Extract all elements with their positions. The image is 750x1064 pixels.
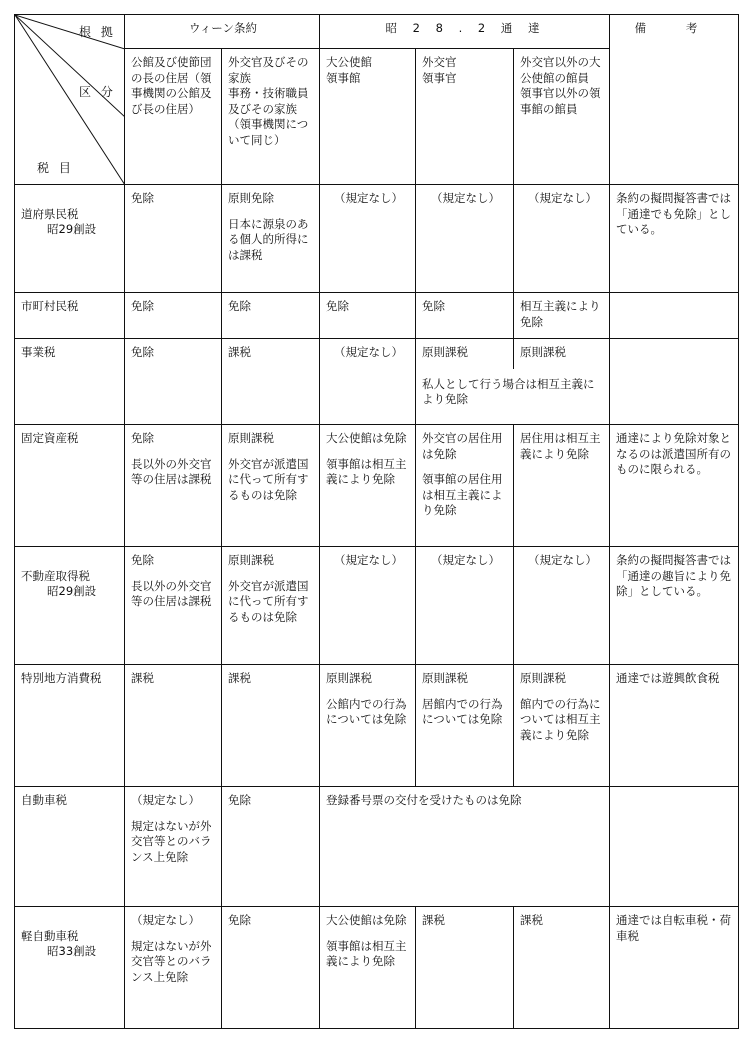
col-head-diplomats-consuls: 外交官 領事官 xyxy=(416,49,514,185)
remarks-cell: 通達により免除対象となるのは派遣国所有のものに限られる。 xyxy=(610,425,739,547)
cell: 原則課税 外交官が派遣国に代って所有するものは免除 xyxy=(222,547,320,665)
cell: 免除 xyxy=(222,907,320,1029)
cell: 原則課税 外交官が派遣国に代って所有するものは免除 xyxy=(222,425,320,547)
cell: 課税 xyxy=(514,907,610,1029)
row-label: 特別地方消費税 xyxy=(15,665,125,787)
cell: 原則課税 公館内での行為については免除 xyxy=(320,665,416,787)
header-row-1 xyxy=(15,15,739,49)
vienna-convention-header: ウィーン条約 xyxy=(125,15,320,49)
row-label: 不動産取得税 昭29創設 xyxy=(15,547,125,665)
table-row xyxy=(15,185,739,293)
table-row xyxy=(15,293,739,339)
col-head-diplomats-staff: 外交官及びその家族 事務・技術職員及びその家族 （領事機関について同じ） xyxy=(222,49,320,185)
table-row xyxy=(15,787,739,907)
cell-private-activity: 私人として行う場合は相互主義により免除 xyxy=(416,369,610,425)
row-label: 固定資産税 xyxy=(15,425,125,547)
cell: 原則課税 xyxy=(416,339,514,369)
cell: （規定なし） 規定はないが外交官等とのバランス上免除 xyxy=(125,787,222,907)
cell: （規定なし） 規定はないが外交官等とのバランス上免除 xyxy=(125,907,222,1029)
cell: 原則課税 xyxy=(514,339,610,369)
row-label: 自動車税 xyxy=(15,787,125,907)
tax-exemption-table-document xyxy=(14,14,738,1050)
cell: （規定なし） xyxy=(514,185,610,293)
cell: 免除 xyxy=(416,293,514,339)
cell: 免除 長以外の外交官等の住居は課税 xyxy=(125,425,222,547)
table-row xyxy=(15,339,739,369)
cell: 免除 xyxy=(125,185,222,293)
header-corner-cell xyxy=(15,15,125,185)
row-label: 市町村民税 xyxy=(15,293,125,339)
table-row xyxy=(15,665,739,787)
cell: （規定なし） xyxy=(416,547,514,665)
cell: 免除 xyxy=(125,339,222,425)
remarks-cell: 条約の擬問擬答書では「通達の趣旨により免除」としている。 xyxy=(610,547,739,665)
notice-1953-header: 昭 2 8 . 2 通 達 xyxy=(320,15,610,49)
row-label: 道府県民税 昭29創設 xyxy=(15,185,125,293)
cell: 免除 長以外の外交官等の住居は課税 xyxy=(125,547,222,665)
cell: （規定なし） xyxy=(514,547,610,665)
row-label: 軽自動車税 昭33創設 xyxy=(15,907,125,1029)
remarks-header: 備 考 xyxy=(610,15,739,185)
col-head-embassies-consulates: 大公使館 領事館 xyxy=(320,49,416,185)
remarks-cell: 通達では遊興飲食税 xyxy=(610,665,739,787)
remarks-cell xyxy=(610,787,739,907)
cell: 相互主義により免除 xyxy=(514,293,610,339)
basis-label: 根 拠 xyxy=(79,25,116,39)
cell-registration-plate: 登録番号票の交付を受けたものは免除 xyxy=(320,787,610,907)
cell: 課税 xyxy=(222,339,320,425)
cell: （規定なし） xyxy=(320,339,416,425)
cell: 外交官の居住用は免除 領事館の居住用は相互主義により免除 xyxy=(416,425,514,547)
remarks-cell: 条約の擬問擬答書では「通達でも免除」としている。 xyxy=(610,185,739,293)
remarks-cell xyxy=(610,293,739,339)
tax-item-label: 税 目 xyxy=(37,161,74,175)
cell: 大公使館は免除 領事館は相互主義により免除 xyxy=(320,425,416,547)
col-head-other-staff: 外交官以外の大公使館の館員 領事官以外の領事館の館員 xyxy=(514,49,610,185)
cell: 免除 xyxy=(320,293,416,339)
tax-exemption-table xyxy=(14,14,739,1029)
table-row xyxy=(15,907,739,1029)
division-label: 区 分 xyxy=(79,85,116,99)
cell: 課税 xyxy=(222,665,320,787)
col-head-mission-premises: 公館及び使節団の長の住居（領事機関の公館及び長の住居） xyxy=(125,49,222,185)
cell: 原則課税 館内での行為については相互主義により免除 xyxy=(514,665,610,787)
remarks-cell: 通達では自転車税・荷車税 xyxy=(610,907,739,1029)
cell: 原則免除 日本に源泉のある個人的所得には課税 xyxy=(222,185,320,293)
cell: 免除 xyxy=(222,293,320,339)
cell: 居住用は相互主義により免除 xyxy=(514,425,610,547)
cell: 免除 xyxy=(222,787,320,907)
cell: 原則課税 居館内での行為については免除 xyxy=(416,665,514,787)
cell: 免除 xyxy=(125,293,222,339)
cell: （規定なし） xyxy=(320,547,416,665)
table-row xyxy=(15,547,739,665)
cell: 大公使館は免除 領事館は相互主義により免除 xyxy=(320,907,416,1029)
cell: 課税 xyxy=(416,907,514,1029)
cell: 課税 xyxy=(125,665,222,787)
row-label: 事業税 xyxy=(15,339,125,425)
remarks-cell xyxy=(610,339,739,425)
cell: （規定なし） xyxy=(416,185,514,293)
cell: （規定なし） xyxy=(320,185,416,293)
table-row xyxy=(15,425,739,547)
